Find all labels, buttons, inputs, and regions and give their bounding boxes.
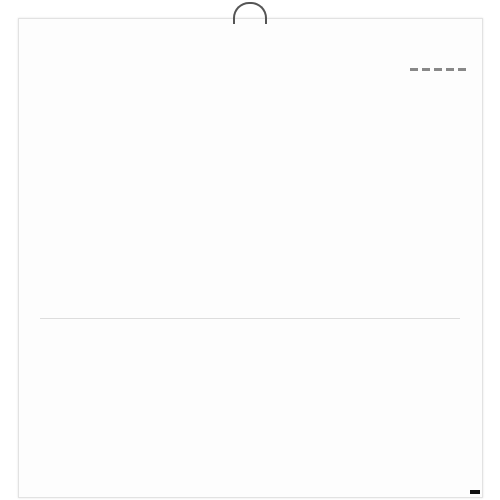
hanger-hook <box>233 2 267 24</box>
legend-marks <box>410 68 466 71</box>
footer-label <box>470 490 480 494</box>
divider <box>40 318 460 319</box>
calendar-sheet <box>18 18 483 498</box>
